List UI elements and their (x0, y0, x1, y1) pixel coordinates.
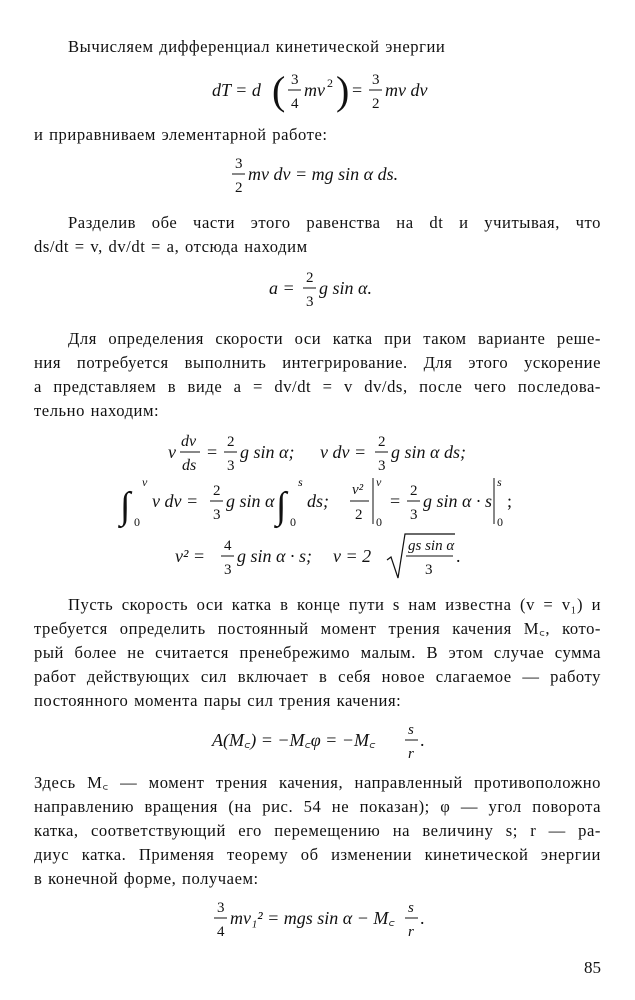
eq-num: gs sin α (408, 538, 455, 554)
svg-text:): ) (336, 68, 350, 113)
text-line: Здесь M꜀ — момент трения качения, направленный противоположно (34, 773, 601, 792)
eq-den: 3 (378, 458, 386, 474)
text-line: ds/dt = v, dv/dt = a, отсюда находим (34, 237, 308, 256)
eq-den: 3 (306, 294, 314, 310)
eq-text: g sin α · s; (237, 546, 312, 566)
eq-limit: 0 (497, 515, 503, 529)
eq-limit: 0 (376, 515, 382, 529)
eq-text: ds; (307, 491, 329, 511)
svg-text:(: ( (272, 68, 286, 113)
eq-den: 3 (213, 507, 221, 523)
eq-sign: . (420, 908, 425, 928)
eq-limit: v (142, 475, 148, 489)
eq-sign: = (390, 491, 401, 511)
eq-den: r (408, 746, 414, 762)
equation-kinetic-energy-differential (0, 62, 635, 114)
eq-limit: 0 (134, 515, 140, 529)
eq-num: 2 (306, 270, 314, 286)
eq-limit: s (298, 475, 303, 489)
eq-num: s (408, 900, 414, 916)
eq-num: 3 (217, 900, 225, 916)
eq-text: g sin α · s (423, 491, 492, 511)
eq-sign: . (420, 730, 425, 750)
text-line: a представляем в виде a = dv/dt = v dv/ds, после чего последова- (34, 377, 601, 396)
eq-den: 3 (227, 458, 235, 474)
equation-integration (0, 474, 635, 530)
text-line: Для определения скорости оси катка при таком варианте реше- (68, 329, 601, 348)
eq-limit: s (497, 475, 502, 489)
eq-text: v dv = (152, 491, 199, 511)
text-line: постоянного момента пары сил трения качения: (34, 691, 402, 710)
eq-sign: = (207, 442, 218, 462)
equation-velocity-derivative (0, 428, 635, 478)
eq-num: 2 (213, 483, 221, 499)
eq-text: v dv = (320, 442, 367, 462)
eq-sign: = (352, 80, 363, 100)
eq-num: 2 (378, 434, 386, 450)
eq-text: g sin α; (240, 442, 295, 462)
eq-limit: v (376, 475, 382, 489)
text-line: Пусть скорость оси катка в конце пути s нам известна (v = v₁) и (68, 595, 601, 614)
eq-text: g sin α. (319, 278, 372, 298)
equation-acceleration (0, 264, 635, 314)
text-line: направлению вращения (на рис. 54 не показан); φ — угол поворота (34, 797, 601, 816)
eq-den: 2 (355, 507, 363, 523)
eq-text: v = 2 (333, 546, 372, 566)
eq-den: 3 (224, 562, 232, 578)
integral-sign: ∫ (120, 485, 131, 527)
eq-text: mv dv (385, 80, 428, 100)
eq-pow: 2 (327, 76, 333, 90)
eq-num: dv (181, 433, 197, 450)
eq-den: r (408, 924, 414, 940)
text-line: тельно находим: (34, 401, 160, 420)
eq-den: 2 (235, 180, 243, 196)
integral-sign: ∫ (276, 485, 287, 527)
eq-limit: 0 (290, 515, 296, 529)
text-line: работ действующих сил включает в себя новое слагаемое — работу (34, 667, 601, 686)
eq-num: 3 (235, 156, 243, 172)
text-line: в конечной форме, получаем: (34, 869, 259, 888)
text-line: катка, соответствующий его перемещению на величину s; r — ра- (34, 821, 601, 840)
eq-text: a = (269, 278, 295, 298)
eq-text: mv dv = mg sin α ds. (248, 164, 399, 184)
text-line: Вычисляем дифференциал кинетической энергии (68, 37, 446, 56)
text-line: ния потребуется выполнить интегрирование. Для этого ускорение (34, 353, 601, 372)
eq-text: v² = (175, 546, 206, 566)
eq-sign: ; (507, 491, 513, 511)
eq-num: 3 (372, 72, 380, 88)
eq-num: 2 (227, 434, 235, 450)
text-line: и приравниваем элементарной работе: (34, 125, 328, 144)
eq-den: 4 (217, 924, 225, 940)
text-line: требуется определить постоянный момент трения качения M꜀, кото- (34, 619, 601, 638)
eq-text: g sin α (226, 491, 275, 511)
eq-den: 3 (425, 562, 433, 578)
eq-text: mv₁² = mgs sin α − M꜀ (230, 908, 395, 928)
eq-text: dT = d (212, 80, 261, 100)
equation-velocity-result (0, 530, 635, 584)
eq-text: A(M꜀) = −M꜀φ = −M꜀ (212, 730, 376, 750)
equation-friction-work (0, 716, 635, 766)
eq-den: 3 (410, 507, 418, 523)
eq-num: s (408, 722, 414, 738)
equation-elementary-work (0, 150, 635, 200)
eq-den: 2 (372, 96, 380, 112)
eq-num: 2 (410, 483, 418, 499)
text-line: рый более не считается пренебрежимо малым. В этом случае сумма (34, 643, 601, 662)
eq-num: v² (352, 482, 364, 498)
eq-den: ds (182, 457, 197, 474)
eq-den: 4 (291, 96, 299, 112)
page-number: 85 (584, 958, 601, 977)
text-line: Разделив обе части этого равенства на dt и учитывая, что (68, 213, 601, 232)
eq-text: g sin α ds; (391, 442, 466, 462)
eq-num: 4 (224, 538, 232, 554)
text-line: диус катка. Применяя теорему об изменении кинетической энергии (34, 845, 601, 864)
equation-energy-theorem (0, 894, 635, 944)
eq-sign: . (456, 546, 461, 566)
eq-num: 3 (291, 72, 299, 88)
eq-text: v (168, 442, 176, 462)
eq-text: mv (304, 80, 325, 100)
